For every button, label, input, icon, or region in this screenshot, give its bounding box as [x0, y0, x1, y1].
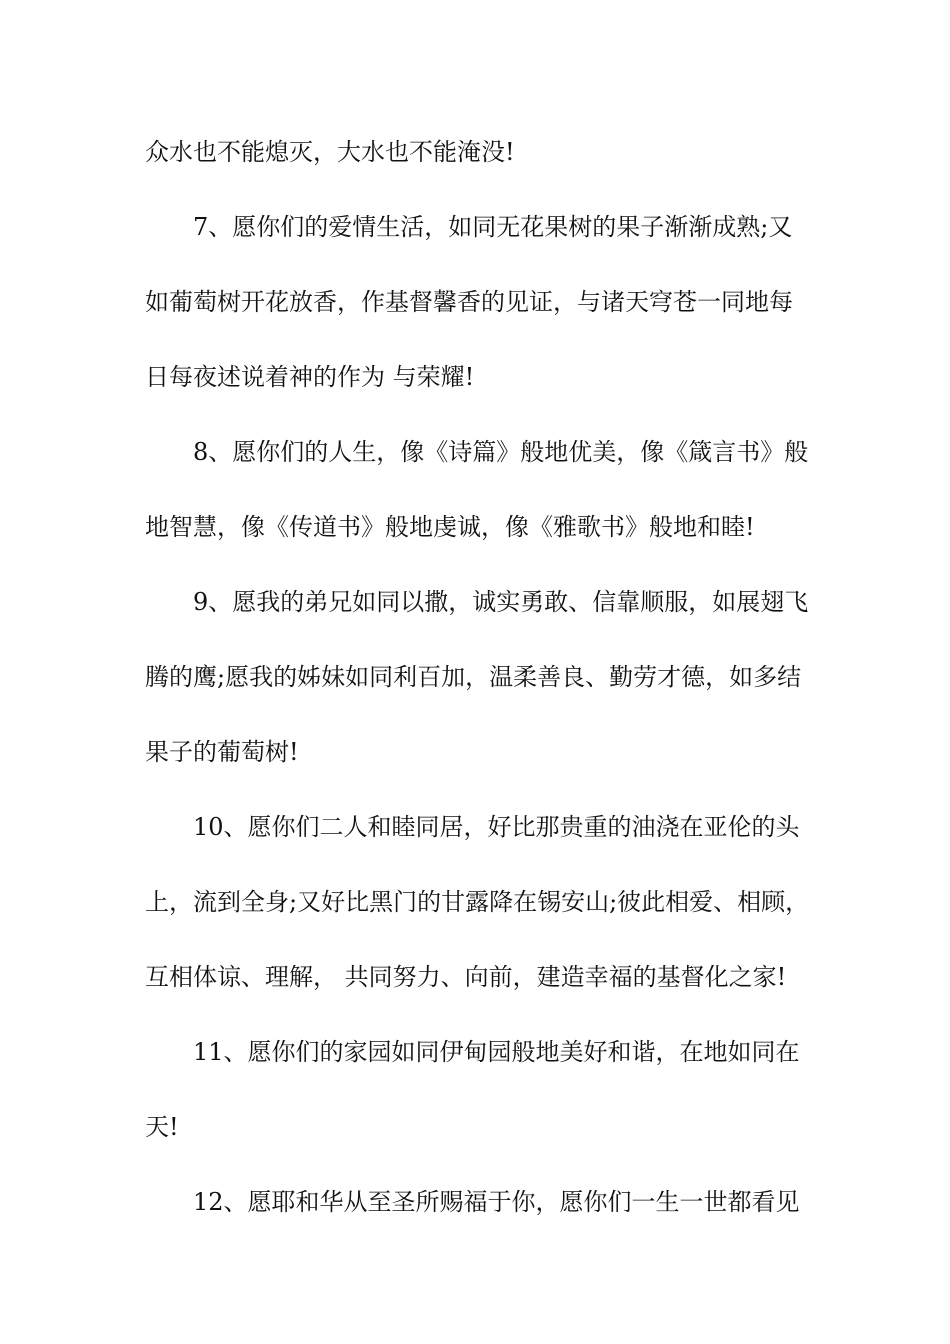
text-line: 互相体谅、理解， 共同努力、向前，建造幸福的基督化之家!: [145, 963, 787, 991]
paragraph-10-line-1: 10、愿你们二人和睦同居，好比那贵重的油浇在亚伦的头: [193, 813, 800, 841]
text-line: 地智慧，像《传道书》般地虔诚，像《雅歌书》般地和睦!: [145, 513, 755, 541]
paragraph-11-line-1: 11、愿你们的家园如同伊甸园般地美好和谐，在地如同在: [193, 1038, 800, 1066]
paragraph-8-line-1: 8、愿你们的人生，像《诗篇》般地优美，像《箴言书》般: [193, 438, 809, 466]
text-line: 如葡萄树开花放香，作基督馨香的见证，与诸天穹苍一同地每: [145, 288, 793, 316]
paragraph-12-line-1: 12、愿耶和华从至圣所赐福于你，愿你们一生一世都看见: [193, 1188, 800, 1216]
text-line: 腾的鹰;愿我的姊妹如同利百加，温柔善良、勤劳才德，如多结: [145, 663, 802, 691]
paragraph-9-line-1: 9、愿我的弟兄如同以撒，诚实勇敢、信靠顺服，如展翅飞: [193, 588, 809, 616]
text-line: 日每夜述说着神的作为 与荣耀!: [145, 363, 475, 391]
text-line: 上，流到全身;又好比黑门的甘露降在锡安山;彼此相爱、相顾，: [145, 888, 810, 916]
text-line: 果子的葡萄树!: [145, 738, 299, 766]
paragraph-7-line-1: 7、愿你们的爱情生活，如同无花果树的果子渐渐成熟;又: [193, 213, 793, 241]
text-line: 众水也不能熄灭，大水也不能淹没!: [145, 138, 515, 166]
text-line: 天!: [145, 1113, 179, 1141]
